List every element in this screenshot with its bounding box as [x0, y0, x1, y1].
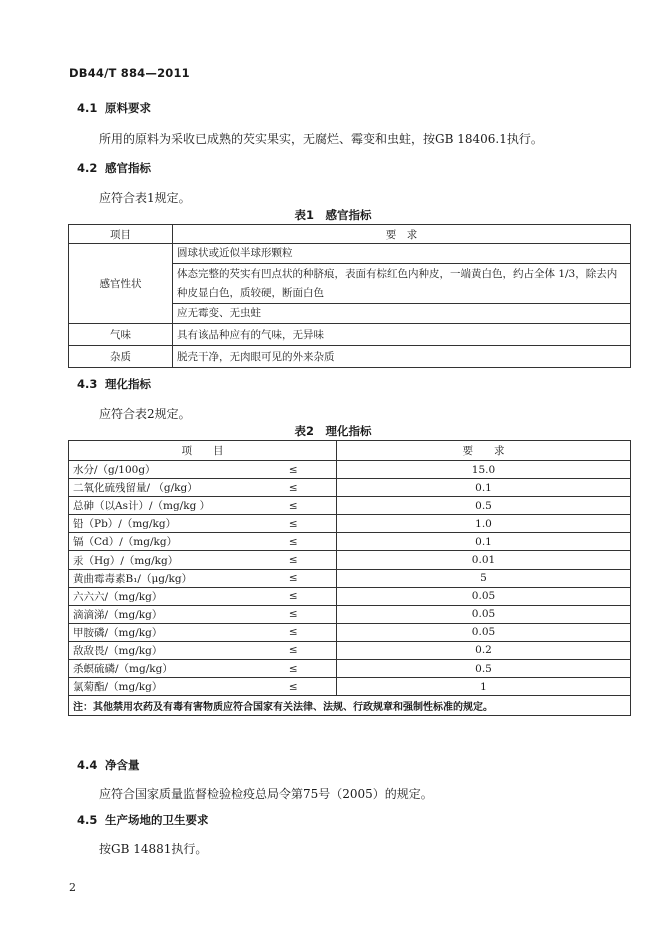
item-name: 黄曲霉毒素B₁/（μg/kg） — [69, 569, 251, 587]
section-number: 4.3 — [77, 377, 98, 391]
table-note: 注：其他禁用农药及有毒有害物质应符合国家有关法律、法规、行政规章和强制性标准的规定。 — [69, 696, 631, 716]
row-label-odor: 气味 — [69, 324, 173, 346]
section-4-5-text: 按GB 14881执行。 — [99, 842, 208, 856]
item-name: 汞（Hg）/（mg/kg） — [69, 551, 251, 569]
requirement-value: 0.05 — [337, 605, 631, 623]
item-name: 杀螟硫磷/（mg/kg） — [69, 660, 251, 678]
table-row — [69, 660, 631, 678]
table-row — [69, 551, 631, 569]
section-number: 4.1 — [77, 101, 98, 115]
requirement-value: 0.5 — [337, 660, 631, 678]
table-row — [69, 479, 631, 497]
table-row — [69, 324, 631, 346]
table-row — [69, 533, 631, 551]
requirement-line: 体态完整的芡实有凹点状的种脐痕，表面有棕红色内种皮，一端黄白色，约占全体 1/3，除去内 — [177, 267, 618, 280]
table-header-row — [69, 225, 631, 244]
comparison-operator: ≤ — [251, 623, 337, 641]
requirement-cell: 应无霉变、无虫蛀 — [173, 304, 631, 324]
requirement-value: 0.2 — [337, 641, 631, 659]
table-row — [69, 587, 631, 605]
requirement-cell — [173, 264, 631, 304]
section-4-2-heading — [77, 160, 151, 176]
table-row — [69, 497, 631, 515]
comparison-operator: ≤ — [251, 461, 337, 479]
comparison-operator: ≤ — [251, 678, 337, 696]
header-requirement: 要 求 — [173, 225, 631, 244]
table-header-row — [69, 441, 631, 461]
table-row — [69, 515, 631, 533]
table-row — [69, 623, 631, 641]
requirement-value: 0.5 — [337, 497, 631, 515]
comparison-operator: ≤ — [251, 569, 337, 587]
section-number: 4.4 — [77, 758, 98, 772]
item-name: 总砷（以As计）/（mg/kg ） — [69, 497, 251, 515]
requirement-value: 1.0 — [337, 515, 631, 533]
row-label-sensory: 感官性状 — [69, 244, 173, 324]
section-4-4-heading — [77, 757, 140, 773]
table-row — [69, 605, 631, 623]
comparison-operator: ≤ — [251, 497, 337, 515]
comparison-operator: ≤ — [251, 605, 337, 623]
section-title: 原料要求 — [105, 101, 151, 115]
comparison-operator: ≤ — [251, 533, 337, 551]
item-name: 铅（Pb）/（mg/kg） — [69, 515, 251, 533]
table-row — [69, 244, 631, 264]
item-name: 敌敌畏/（mg/kg） — [69, 641, 251, 659]
item-name: 二氧化硫残留量/ （g/kg） — [69, 479, 251, 497]
section-number: 4.2 — [77, 161, 98, 175]
section-4-3-text: 应符合表2规定。 — [99, 407, 191, 421]
item-name: 甲胺磷/（mg/kg） — [69, 623, 251, 641]
page-number: 2 — [69, 881, 76, 894]
section-number: 4.5 — [77, 813, 98, 827]
item-name: 六六六/（mg/kg） — [69, 587, 251, 605]
section-4-2-text: 应符合表1规定。 — [99, 191, 191, 205]
requirement-cell: 具有该品种应有的气味，无异味 — [173, 324, 631, 346]
header-item: 项 目 — [69, 441, 337, 461]
section-title: 感官指标 — [105, 161, 151, 175]
item-name: 镉（Cd）/（mg/kg） — [69, 533, 251, 551]
section-title: 生产场地的卫生要求 — [105, 813, 209, 827]
header-item: 项目 — [69, 225, 173, 244]
item-name: 滴滴涕/（mg/kg） — [69, 605, 251, 623]
sensory-table — [68, 224, 631, 368]
requirement-value: 1 — [337, 678, 631, 696]
item-name: 氯菊酯/（mg/kg） — [69, 678, 251, 696]
table2-title: 表2 理化指标 — [294, 424, 372, 438]
comparison-operator: ≤ — [251, 587, 337, 605]
section-title: 净含量 — [105, 758, 140, 772]
section-title: 理化指标 — [105, 377, 151, 391]
table-row — [69, 641, 631, 659]
requirement-value: 5 — [337, 569, 631, 587]
table-row — [69, 678, 631, 696]
table-note-row — [69, 696, 631, 716]
requirement-value: 0.05 — [337, 587, 631, 605]
table1-title: 表1 感官指标 — [294, 208, 372, 222]
comparison-operator: ≤ — [251, 551, 337, 569]
requirement-value: 0.01 — [337, 551, 631, 569]
comparison-operator: ≤ — [251, 479, 337, 497]
section-4-1-heading — [77, 100, 151, 116]
comparison-operator: ≤ — [251, 641, 337, 659]
table-row — [69, 569, 631, 587]
requirement-value: 15.0 — [337, 461, 631, 479]
table-row — [69, 346, 631, 368]
requirement-value: 0.1 — [337, 533, 631, 551]
item-name: 水分/（g/100g） — [69, 461, 251, 479]
section-4-1-text: 所用的原料为采收已成熟的芡实果实，无腐烂、霉变和虫蛀，按GB 18406.1执行。 — [99, 132, 543, 146]
document-code: DB44/T 884—2011 — [69, 66, 190, 80]
comparison-operator: ≤ — [251, 660, 337, 678]
row-label-impurity: 杂质 — [69, 346, 173, 368]
requirement-line: 种皮显白色，质较硬，断面白色 — [177, 286, 324, 299]
physchem-table — [68, 440, 631, 716]
section-4-4-text: 应符合国家质量监督检验检疫总局令第75号（2005）的规定。 — [99, 787, 433, 801]
header-requirement: 要 求 — [337, 441, 631, 461]
section-4-5-heading — [77, 812, 209, 828]
comparison-operator: ≤ — [251, 515, 337, 533]
requirement-cell: 圆球状或近似半球形颗粒 — [173, 244, 631, 264]
table-row — [69, 461, 631, 479]
requirement-value: 0.05 — [337, 623, 631, 641]
section-4-3-heading — [77, 376, 151, 392]
requirement-value: 0.1 — [337, 479, 631, 497]
requirement-cell: 脱壳干净，无肉眼可见的外来杂质 — [173, 346, 631, 368]
